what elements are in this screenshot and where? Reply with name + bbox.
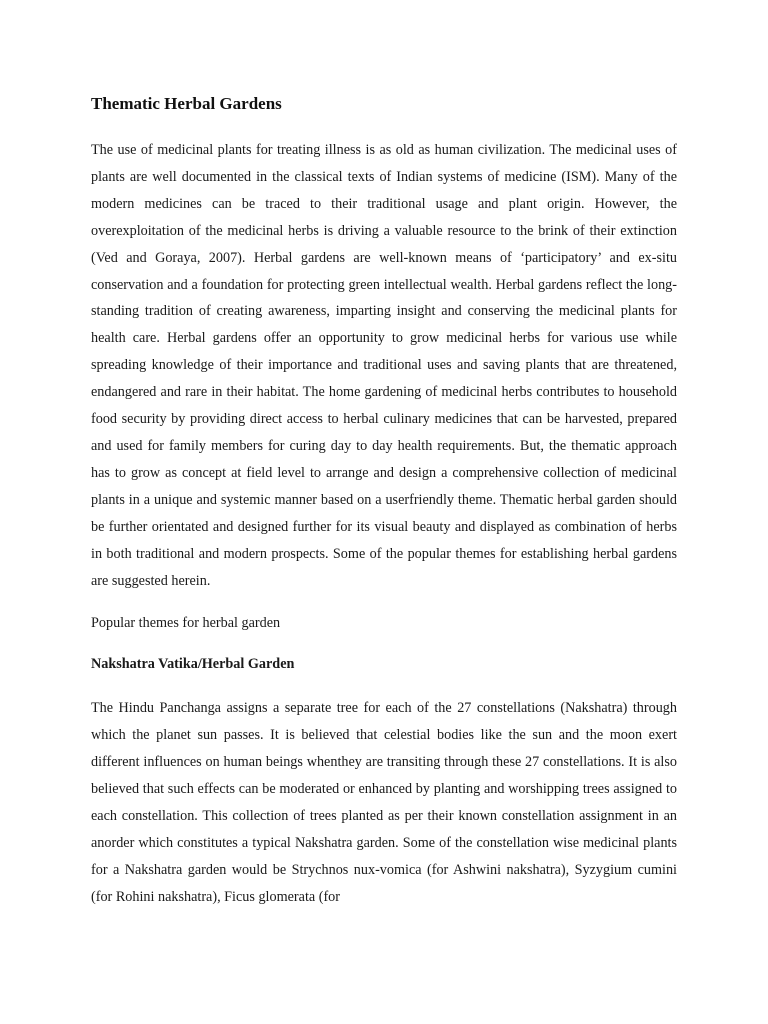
intro-paragraph: The use of medicinal plants for treating illness is as old as human civilization. The medicinal uses of plants are well documented in the classical texts of Indian systems of medicine (ISM). Many of the modern medicines can be traced to their traditional usage and plant origin. However, the overexploitation of the medicinal herbs is driving a valuable resource to the brink of their extinction (Ved and Goraya, 2007). Herbal gardens are well-known means of ‘participatory’ and ex-situ conservation and a foundation for protecting green intellectual wealth. Herbal gardens reflect the long-standing tradition of creating awareness, imparting insight and conserving the medicinal plants for health care. Herbal gardens offer an opportunity to grow medicinal herbs for various use while spreading knowledge of their importance and traditional uses and saving plants that are threatened, endangered and rare in their habitat. The home gardening of medicinal herbs contributes to household food security by providing direct access to herbal culinary medicines that can be harvested, prepared and used for family members for curing day to day health requirements. But, the thematic approach has to grow as concept at field level to arrange and design a comprehensive collection of medicinal plants in a unique and systemic manner based on a userfriendly theme. Thematic herbal garden should be further orientated and designed further for its visual beauty and displayed as combination of herbs in both traditional and modern prospects. Some of the popular themes for establishing herbal gardens are suggested herein.: [91, 142, 677, 589]
document-body: [91, 93, 677, 911]
section-title: Nakshatra Vatika/Herbal Garden: [91, 656, 295, 673]
section-paragraph: The Hindu Panchanga assigns a separate tree for each of the 27 constellations (Nakshatra) through which the planet sun passes. It is believed that celestial bodies like the sun and the moon exert different influences on human beings whenthey are transiting through these 27 constellations. It is also believed that such effects can be moderated or enhanced by planting and worshipping trees assigned to each constellation. This collection of trees planted as per their known constellation assignment in an anorder which constitutes a typical Nakshatra garden. Some of the constellation wise medicinal plants for a Nakshatra garden would be Strychnos nux-vomica (for Ashwini nakshatra), Syzygium cumini (for Rohini nakshatra), Ficus glomerata (for: [91, 700, 677, 905]
subheading: Popular themes for herbal garden: [91, 615, 281, 632]
document-title: Thematic Herbal Gardens: [91, 94, 282, 113]
